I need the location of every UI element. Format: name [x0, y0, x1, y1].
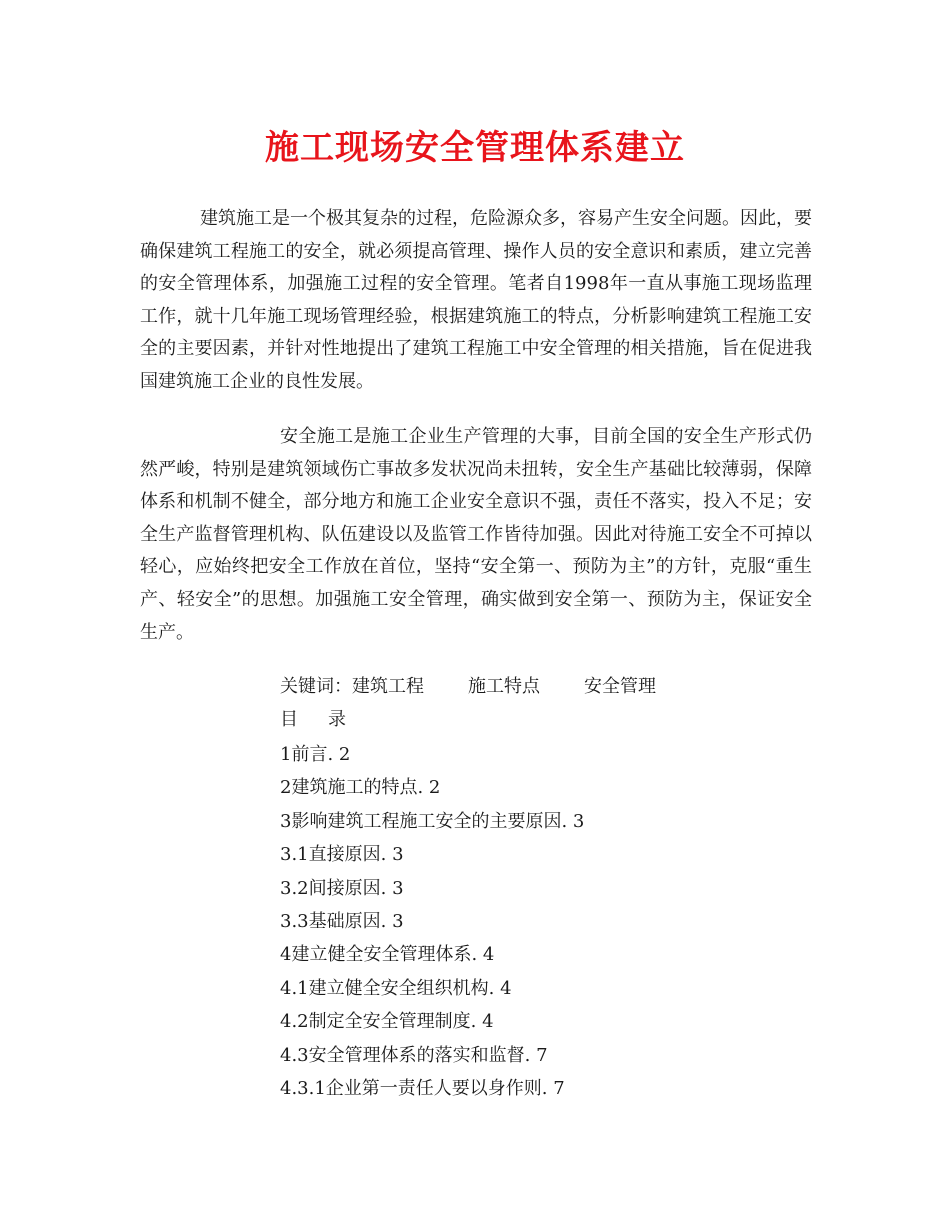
toc-entry: 3.1直接原因. 3 [280, 844, 404, 866]
toc-entry: 4建立健全安全管理体系. 4 [280, 944, 495, 966]
toc-entry: 2建筑施工的特点. 2 [280, 777, 441, 799]
paragraph-safety: 安全施工是施工企业生产管理的大事，目前全国的安全生产形式仍然严峻，特别是建筑领域伤亡事故多发状况尚未扭转，安全生产基础比较薄弱，保障体系和机制不健全，部分地方和施工企业安全意识不强，责任不落实，投入不足；安全生产监督管理机构、队伍建设以及监管工作皆待加强。因此对待施工安全不可掉以轻心，应始终把安全工作放在首位，坚持“安全第一、预防为主”的方针，克服“重生产、轻安全”的思想。加强施工安全管理，确实做到安全第一、预防为主，保证安全生产。 [140, 426, 812, 643]
toc-entry: 4.2制定全安全管理制度. 4 [280, 1011, 494, 1033]
toc-entry: 4.3.1企业第一责任人要以身作则. 7 [280, 1077, 565, 1099]
keywords-label: 关键词： [280, 676, 352, 697]
toc-heading [280, 704, 346, 736]
toc-entry: 1前言. 2 [280, 744, 351, 765]
toc-entry: 3.3基础原因. 3 [280, 910, 404, 932]
keywords-line [280, 671, 656, 703]
paragraph-intro: 建筑施工是一个极其复杂的过程，危险源众多，容易产生安全问题。因此，要确保建筑工程施工的安全，就必须提高管理、操作人员的安全意识和素质，建立完善的安全管理体系，加强施工过程的安全管理。笔者自1998年一直从事施工现场监理工作，就十几年施工现场管理经验，根据建筑施工的特点，分析影响建筑工程施工安全的主要因素，并针对性地提出了建筑工程施工中安全管理的相关措施，旨在促进我国建筑施工企业的良性发展。 [140, 208, 812, 392]
toc-heading-right: 录 [328, 709, 346, 730]
toc-entry: 4.1建立健全安全组织机构. 4 [280, 977, 512, 999]
table-of-contents [280, 738, 584, 1105]
keyword-item: 建筑工程 [352, 676, 424, 697]
document-title: 施工现场安全管理体系建立 [265, 128, 685, 168]
toc-entry: 3影响建筑工程施工安全的主要原因. 3 [280, 810, 585, 832]
keyword-item: 施工特点 [468, 676, 540, 697]
toc-heading-left: 目 [280, 709, 298, 730]
keyword-item: 安全管理 [584, 676, 656, 697]
toc-entry: 3.2间接原因. 3 [280, 877, 404, 899]
toc-entry: 4.3安全管理体系的落实和监督. 7 [280, 1044, 548, 1066]
